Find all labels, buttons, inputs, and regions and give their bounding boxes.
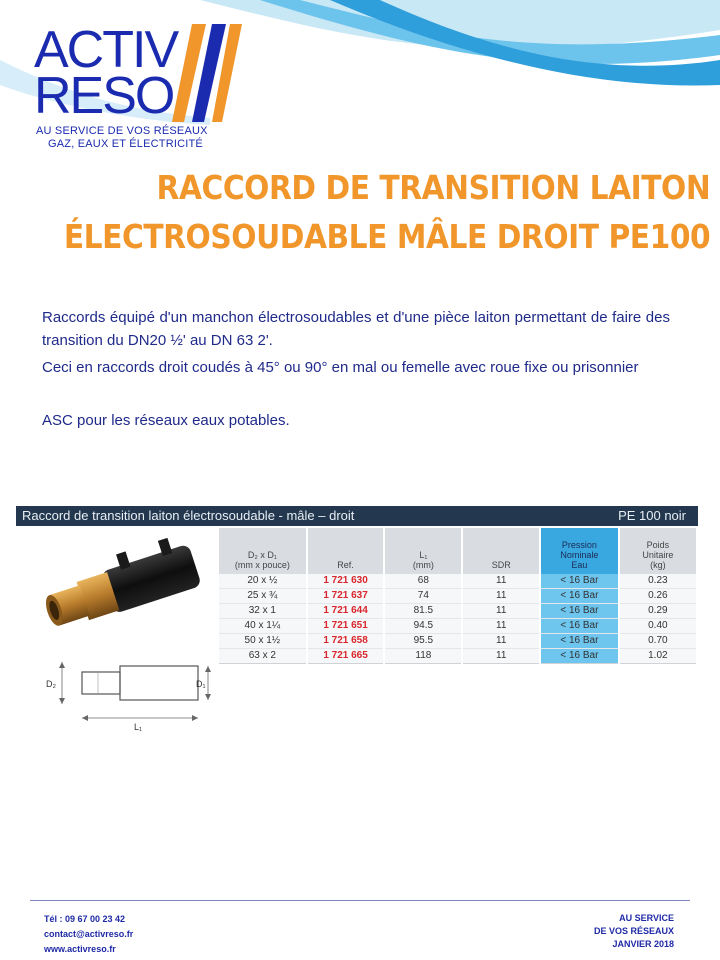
col-header-size [219,528,307,574]
cell-ref: 1 721 651 [307,619,385,634]
logo-slashes-icon [172,24,242,124]
technical-drawing-icon [40,652,220,734]
spec-table [219,528,698,664]
cell-pressure: < 16 Bar [540,619,619,634]
cell-size: 25 x ¾ [219,589,307,604]
logo-word-reso: RESO [34,67,174,125]
cell-pressure: < 16 Bar [540,634,619,649]
cell-size: 40 x 1¼ [219,619,307,634]
footer-website-link[interactable]: www.activreso.fr [44,944,116,954]
cell-ref: 1 721 658 [307,634,385,649]
footer-phone: Tél : 09 67 00 23 42 [44,914,126,924]
cell-weight: 0.29 [619,604,697,619]
panel-header-material: PE 100 noir [618,508,686,523]
table-header-row [219,528,697,574]
cell-length: 74 [384,589,462,604]
logo-word-activ: ACTIV [34,21,178,79]
page-title-line-2: ÉLECTROSOUDABLE MÂLE DROIT PE100 [63,217,710,256]
cell-sdr: 11 [462,589,540,604]
col-header-pressure-line3: Eau [571,560,588,570]
col-header-length-line2: (mm) [412,560,434,570]
cell-ref: 1 721 637 [307,589,385,604]
panel-header-title: Raccord de transition laiton électrosoudable - mâle – droit [22,508,355,523]
col-header-weight [619,528,697,574]
col-header-pressure-line1: Pression [561,540,597,550]
col-header-weight-line1: Poids [646,540,670,550]
cell-weight: 1.02 [619,649,697,664]
cell-ref: 1 721 630 [307,574,385,589]
fitting-photo-icon [40,536,220,646]
col-header-pressure-line2: Nominale [560,550,599,560]
description-paragraph-2 [42,356,670,379]
col-header-weight-line2: Unitaire [642,550,674,560]
description-text-3: ASC pour les réseaux eaux potables. [42,412,290,429]
table-row [219,634,697,649]
footer-contact [44,912,133,957]
footer-date: JANVIER 2018 [612,939,674,949]
product-panel-header [16,506,698,526]
cell-length: 68 [384,574,462,589]
table-row [219,589,697,604]
cell-ref: 1 721 644 [307,604,385,619]
cell-pressure: < 16 Bar [540,604,619,619]
cell-pressure: < 16 Bar [540,649,619,664]
table-row [219,649,697,664]
col-header-pressure [540,528,619,574]
col-header-ref-text: Ref. [337,560,354,570]
page-title-line-1: RACCORD DE TRANSITION LAITON [156,168,710,207]
table-row [219,619,697,634]
cell-pressure: < 16 Bar [540,574,619,589]
drawing-label-d1: D₁ [196,679,206,689]
description-text-1: Raccords équipé d'un manchon électrosoudables et d'une pièce laiton permettant de faire des transition du DN20 ½' au DN 63 2'. [42,309,670,349]
drawing-label-d2: D₂ [46,679,56,689]
cell-length: 118 [384,649,462,664]
description-paragraph-1 [42,306,670,352]
footer-slogan-line2: DE VOS RÉSEAUX [593,926,674,936]
cell-size: 63 x 2 [219,649,307,664]
description-text-2: Ceci en raccords droit coudés à 45° ou 90° en mal ou femelle avec roue fixe ou prisonnier [42,359,639,376]
cell-sdr: 11 [462,619,540,634]
footer-divider [30,900,690,901]
cell-weight: 0.23 [619,574,697,589]
cell-weight: 0.26 [619,589,697,604]
table-row [219,604,697,619]
cell-size: 32 x 1 [219,604,307,619]
col-header-sdr-text: SDR [491,560,511,570]
cell-weight: 0.40 [619,619,697,634]
col-header-length [384,528,462,574]
cell-length: 81.5 [384,604,462,619]
cell-ref: 1 721 665 [307,649,385,664]
cell-sdr: 11 [462,574,540,589]
product-panel [16,506,698,734]
brand-tagline-1: AU SERVICE DE VOS RÉSEAUX [36,125,208,137]
cell-sdr: 11 [462,649,540,664]
footer-email-link[interactable]: contact@activreso.fr [44,929,134,939]
col-header-size-line2: (mm x pouce) [234,560,290,570]
drawing-label-l1: L₁ [134,722,143,732]
col-header-weight-line3: (kg) [650,560,666,570]
cell-pressure: < 16 Bar [540,589,619,604]
cell-weight: 0.70 [619,634,697,649]
footer-slogan-line1: AU SERVICE [619,913,674,923]
col-header-size-line1: D₂ x D₁ [247,550,277,560]
cell-length: 94.5 [384,619,462,634]
table-row [219,574,697,589]
brand-tagline-2: GAZ, EAUX ET ÉLECTRICITÉ [48,138,203,150]
cell-sdr: 11 [462,604,540,619]
description-paragraph-3 [42,409,670,432]
footer-slogan [594,912,674,951]
col-header-length-line1: L₁ [419,550,428,560]
cell-sdr: 11 [462,634,540,649]
cell-size: 50 x 1½ [219,634,307,649]
col-header-sdr [462,528,540,574]
cell-length: 95.5 [384,634,462,649]
col-header-ref [307,528,385,574]
cell-size: 20 x ½ [219,574,307,589]
